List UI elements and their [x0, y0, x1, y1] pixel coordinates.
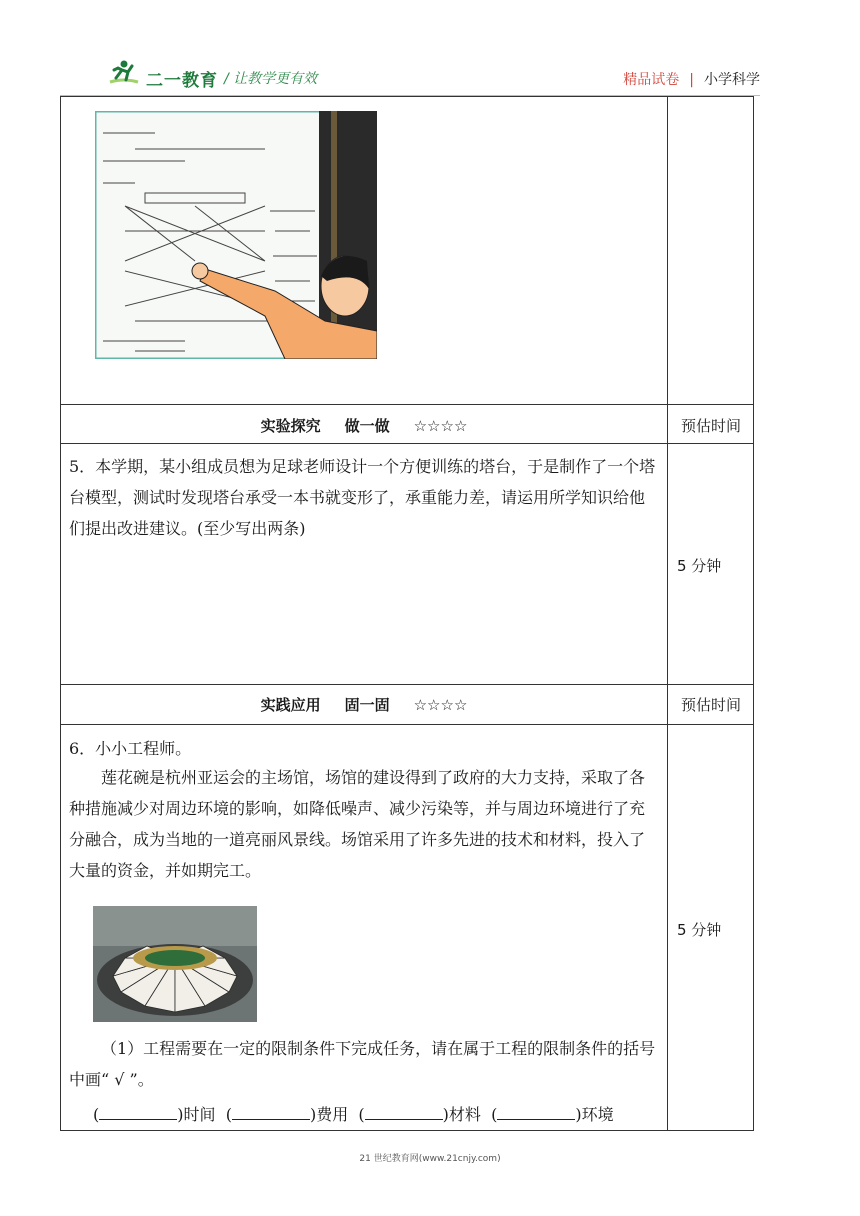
answer-blank[interactable] — [497, 1105, 575, 1120]
column-divider — [667, 97, 668, 1130]
difficulty-stars: ☆☆☆☆ — [413, 696, 468, 714]
section-title-main: 实验探究 — [260, 417, 321, 435]
difficulty-stars: ☆☆☆☆ — [413, 417, 468, 435]
question-5-text: 5．本学期，某小组成员想为足球老师设计一个方便训练的塔台，于是制作了一个塔台模型，测试时发现塔台承受一本书就变形了，承重能力差，请运用所学知识给他们提出改进建议。(至少写出两条) — [69, 457, 656, 538]
question-6-title: 6．小小工程师。 — [69, 739, 192, 758]
brand-name: 二一教育 — [146, 71, 218, 91]
header-separator: | — [689, 72, 694, 88]
tower-design-drawing-image — [95, 111, 377, 359]
question-6-minutes: 5 分钟 — [677, 921, 722, 939]
row-divider — [61, 684, 753, 685]
row-divider — [61, 443, 753, 444]
page-header — [60, 56, 760, 96]
estimate-time-label: 预估时间 — [680, 417, 741, 435]
stadium-photo-image — [93, 906, 257, 1022]
sub-question-1: （1）工程需要在一定的限制条件下完成任务，请在属于工程的限制条件的括号中画“ √ ”。 — [69, 1039, 656, 1089]
subject-label: 小学科学 — [704, 72, 760, 88]
section-experiment-title — [61, 415, 667, 436]
question-6-paragraph: 莲花碗是杭州亚运会的主场馆，场馆的建设得到了政府的大力支持，采取了各种措施减少对周边环境的影响，如降低噪声、减少污染等，并与周边环境进行了充分融合，成为当地的一道亮丽风景线。场馆采用了许多先进的技术和材料，投入了大量的资金，并如期完工。 — [69, 768, 646, 880]
answer-options: ( )时间 ( )费用 ( )材料 ( )环境 — [93, 1105, 614, 1124]
question-5-minutes: 5 分钟 — [677, 557, 722, 575]
section-title-sub: 固一固 — [344, 696, 390, 714]
row-divider — [61, 724, 753, 725]
section-title-main: 实践应用 — [260, 696, 321, 714]
section-title-sub: 做一做 — [344, 417, 390, 435]
option-label: 时间 — [183, 1105, 216, 1124]
quality-label: 精品试卷 — [623, 72, 680, 88]
option-label: 环境 — [581, 1105, 614, 1124]
option-label: 费用 — [316, 1105, 349, 1124]
row-divider — [61, 404, 753, 405]
header-right — [623, 69, 760, 89]
worksheet-table — [60, 96, 754, 1131]
answer-blank[interactable] — [232, 1105, 310, 1120]
slogan: / 让教学更有效 — [224, 71, 318, 87]
option-label: 材料 — [448, 1105, 481, 1124]
estimate-time-label: 预估时间 — [680, 696, 741, 714]
page-footer: 21 世纪教育网(www.21cnjy.com) — [359, 1154, 501, 1164]
answer-blank[interactable] — [365, 1105, 443, 1120]
section-practice-title — [61, 694, 667, 715]
answer-blank[interactable] — [99, 1105, 177, 1120]
